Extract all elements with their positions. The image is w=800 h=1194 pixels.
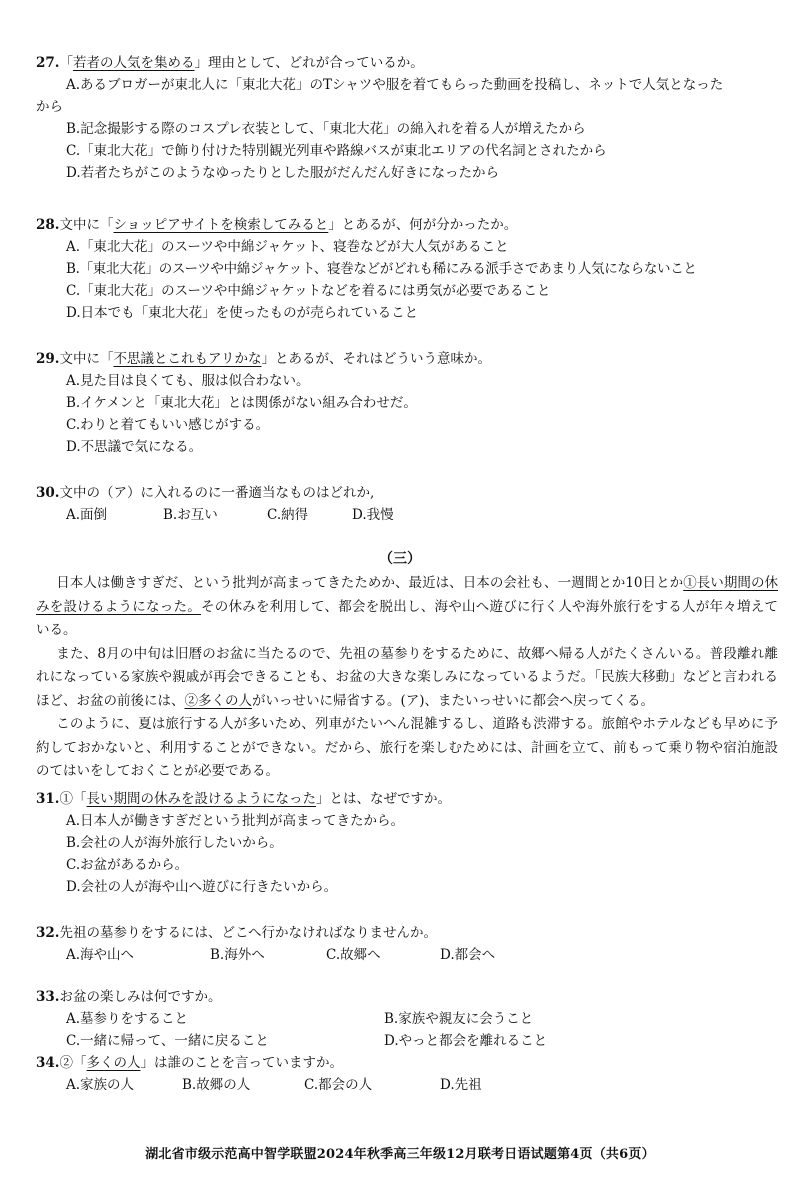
passage-paragraph-1: 日本人は働きすぎだ、という批判が高まってきたためか、最近は、日本の会社も、一週間とか10日とか①長い期間の休みを設けるようになった。その休みを利用して、都会を脱出し、海や山へ遊びに行く人や海外旅行をする人が年々増えている。 (36, 575, 779, 638)
options-row (36, 504, 780, 526)
option-c: C.納得 (267, 507, 309, 523)
question-number: 32. (36, 925, 60, 941)
question-28-stem: 28.文中に「ショッピアサイトを検索してみると」とあるが、何が分かったか。 (36, 217, 518, 233)
option-a-continued: から (36, 99, 63, 115)
option-d: D.日本でも「東北大花」を使ったものが売られていること (66, 305, 419, 321)
option-b: B.会社の人が海外旅行したいから。 (66, 835, 283, 851)
option-c: C.わりと着てもいい感じがする。 (66, 417, 270, 433)
option-b: B.故郷の人 (182, 1077, 251, 1093)
page-footer: 湖北省市级示范高中智学联盟2024年秋季高三年级12月联考日语试题第4页（共6页） (145, 1147, 655, 1162)
option-b: B.記念撮影する際のコスプレ衣装として、「東北大花」の綿入れを着る人が増えたから (66, 121, 586, 137)
option-c: C.都会の人 (304, 1077, 373, 1093)
underlined-phrase: ②多くの人 (184, 692, 252, 709)
reading-passage (36, 572, 778, 784)
underlined-phrase: 若者の人気を集める (73, 55, 195, 71)
question-28 (36, 214, 780, 324)
option-a: A.見た目は良くても、服は似合わない。 (66, 373, 310, 389)
option-d: D.我慢 (352, 507, 394, 523)
underlined-phrase: ①長い期間の休みを設けるようになった。 (36, 575, 778, 615)
option-a: A.面倒 (66, 507, 108, 523)
question-33 (36, 986, 780, 1052)
underlined-phrase: ショッピアサイトを検索してみると (113, 217, 329, 233)
option-a: A.墓参りをすること (66, 1011, 189, 1027)
question-number: 33. (36, 989, 60, 1005)
underlined-phrase: 長い期間の休みを設けるようになった (86, 791, 316, 807)
options-row-2 (36, 1030, 780, 1052)
question-31 (36, 788, 780, 898)
option-a: A.日本人が働きすぎだという批判が高まってきたから。 (66, 813, 405, 829)
question-number: 28. (36, 217, 60, 233)
option-b: B.イケメンと「東北大花」とは関係がない組み合わせだ。 (66, 395, 417, 411)
question-number: 30. (36, 485, 60, 501)
question-32-stem: 32.先祖の墓参りをするには、どこへ行かなければなりませんか。 (36, 925, 437, 941)
option-d: D.先祖 (440, 1077, 482, 1093)
question-33-stem: 33.お盆の楽しみは何ですか。 (36, 989, 222, 1005)
option-d: D.若者たちがこのようなゆったりとした服がだんだん好きになったから (66, 165, 499, 181)
option-c: C.一緒に帰って、一緒に戻ること (66, 1033, 269, 1049)
question-31-stem: 31.①「長い期間の休みを設けるようになった」とは、なぜですか。 (36, 791, 451, 807)
passage-paragraph-2: また、8月の中旬は旧暦のお盆に当たるので、先祖の墓参りをするために、故郷へ帰る人がたくさんいる。普段離れ離れになっている家族や親戚が再会できることも、お盆の大きな楽しみになっているようだ。「民族大移動」などと言われるほど、お盆の前後には、②多くの人がいっせいに帰省する。(ア)、またいっせいに都会へ戻ってくる。 (36, 645, 778, 709)
question-number: 27. (36, 55, 60, 71)
option-c: C.「東北大花」のスーツや中綿ジャケットなどを着るには勇気が必要であること (66, 283, 551, 299)
option-b: B.お互い (163, 507, 218, 523)
passage-paragraph-3: このように、夏は旅行する人が多いため、列車がたいへん混雑するし、道路も渋滞する。旅館やホテルなども早めに予約しておかないと、利用することができない。だから、旅行を楽しむためには、計画を立て、前もって乗り物や宿泊施設のてはいをしておくことが必要である。 (36, 716, 778, 779)
option-c: C.お盆があるから。 (66, 857, 189, 873)
option-d: D.会社の人が海や山へ遊びに行きたいから。 (66, 879, 338, 895)
question-number: 34. (36, 1055, 60, 1071)
option-d: D.不思議で気になる。 (66, 439, 203, 455)
question-27 (36, 52, 780, 184)
question-number: 29. (36, 351, 60, 367)
option-a: A.「東北大花」のスーツや中綿ジャケット、寝巻などが大人気があること (66, 239, 509, 255)
option-a: A.家族の人 (66, 1077, 135, 1093)
option-d: D.都会へ (440, 947, 496, 963)
options-row (36, 1074, 780, 1096)
question-number: 31. (36, 791, 60, 807)
option-c: C.故郷へ (326, 947, 381, 963)
option-a: A.海や山へ (66, 947, 135, 963)
options-row (36, 944, 780, 966)
option-d: D.やっと都会を離れること (384, 1033, 548, 1049)
section-heading: （三） (379, 551, 421, 567)
question-30-stem: 30.文中の（ア）に入れるのに一番適当なものはどれか, (36, 485, 375, 501)
option-b: B.「東北大花」のスーツや中綿ジャケット、寝巻などがどれも稀にみる派手さであまり人気にならないこと (66, 261, 697, 277)
options-row-1 (36, 1008, 780, 1030)
option-b: B.家族や親友に会うこと (384, 1011, 534, 1027)
question-34 (36, 1052, 780, 1096)
option-a: A.あるブロガーが東北人に「東北大花」のTシャツや服を着てもらった動画を投稿し、ネットで人気となった (66, 77, 724, 93)
question-27-stem: 27.「若者の人気を集める」理由として、どれが合っているか。 (36, 55, 424, 71)
question-29-stem: 29.文中に「不思議とこれもアリかな」とあるが、それはどういう意味か。 (36, 351, 491, 367)
underlined-phrase: 多くの人 (86, 1055, 141, 1071)
option-c: C.「東北大花」で飾り付けた特別観光列車や路線バスが東北エリアの代名詞とされたから (66, 143, 607, 159)
question-29 (36, 348, 780, 458)
option-b: B.海外へ (210, 947, 265, 963)
question-34-stem: 34.②「多くの人」は誰のことを言っていますか。 (36, 1055, 343, 1071)
underlined-phrase: 不思議とこれもアリかな (113, 351, 262, 367)
question-32 (36, 922, 780, 966)
question-30 (36, 482, 780, 526)
